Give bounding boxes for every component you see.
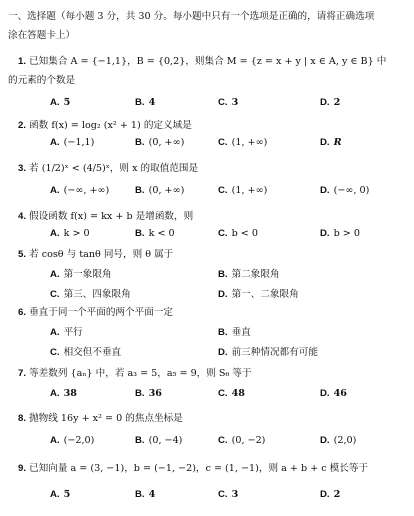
question-7-stem-text: 等差数列 {aₙ} 中，若 a₃ = 5，a₅ = 9，则 S₆ 等于 (29, 368, 252, 379)
section-title-line-1: 一、选择题（每小题 3 分，共 30 分。每小题中只有一个选项是正确的，请将正确选项 (8, 11, 375, 22)
question-number: 9. (18, 463, 27, 474)
question-4-stem-text: 假设函数 f(x) = kx + b 是增函数，则 (29, 211, 194, 222)
question-2-option-a[interactable]: A. (−1,1) (50, 137, 95, 148)
question-3-option-c[interactable]: C. (1, +∞) (218, 185, 268, 196)
question-3-option-d[interactable]: D. (−∞, 0) (320, 185, 370, 196)
question-8-option-b[interactable]: B. (0, −4) (135, 435, 183, 446)
question-9-stem (18, 460, 368, 474)
question-8-option-a[interactable]: A. (−2,0) (50, 435, 95, 446)
question-9-stem-text: 已知向量 a = (3, −1)，b = (−1, −2)，c = (1, −1)，则 a + b + c 模长等于 (29, 463, 369, 474)
question-8-option-c[interactable]: C. (0, −2) (218, 435, 266, 446)
question-2-stem-text: 函数 f(x) = log₂ (x² + 1) 的定义域是 (29, 120, 192, 131)
question-7-stem (18, 365, 252, 379)
question-number: 7. (18, 368, 27, 379)
section-title-line-2: 涂在答题卡上） (8, 30, 76, 41)
question-8-option-d[interactable]: D. (2,0) (320, 435, 357, 446)
question-6-option-a[interactable]: A. 平行 (50, 327, 83, 338)
question-4-stem (18, 208, 193, 222)
question-number: 5. (18, 249, 27, 260)
question-9-option-d[interactable]: D. 2 (320, 489, 341, 500)
question-4-option-b[interactable]: B. k < 0 (135, 228, 175, 239)
question-8-stem-text: 抛物线 16y + x² = 0 的焦点坐标是 (29, 413, 183, 424)
question-5-option-d[interactable]: D. 第一、二象限角 (218, 289, 299, 300)
question-5-option-b[interactable]: B. 第二象限角 (218, 269, 280, 280)
question-4-option-a[interactable]: A. k > 0 (50, 228, 90, 239)
question-1-stem (18, 53, 386, 67)
question-7-option-b[interactable]: B. 36 (135, 388, 162, 399)
question-2-option-c[interactable]: C. (1, +∞) (218, 137, 268, 148)
question-7-option-d[interactable]: D. 46 (320, 388, 347, 399)
question-6-option-c[interactable]: C. 相交但不垂直 (50, 347, 122, 358)
question-5-option-a[interactable]: A. 第一象限角 (50, 269, 112, 280)
question-4-option-d[interactable]: D. b > 0 (320, 228, 360, 239)
question-3-option-a[interactable]: A. (−∞, +∞) (50, 185, 110, 196)
question-6-stem-text: 垂直于同一个平面的两个平面一定 (29, 307, 173, 318)
question-7-option-a[interactable]: A. 38 (50, 388, 77, 399)
question-4-option-c[interactable]: C. b < 0 (218, 228, 258, 239)
question-6-stem (18, 304, 173, 318)
question-9-option-b[interactable]: B. 4 (135, 489, 156, 500)
question-3-option-b[interactable]: B. (0, +∞) (135, 185, 185, 196)
question-1-option-b[interactable]: B. 4 (135, 97, 156, 108)
question-1-option-c[interactable]: C. 3 (218, 97, 239, 108)
question-number: 3. (18, 163, 27, 174)
question-1-option-d[interactable]: D. 2 (320, 97, 341, 108)
question-3-stem (18, 160, 198, 174)
question-7-option-c[interactable]: C. 48 (218, 388, 245, 399)
question-5-option-c[interactable]: C. 第三、四象限角 (50, 289, 131, 300)
question-3-stem-text: 若 (1/2)ˣ < (4/5)ˣ，则 x 的取值范围是 (29, 163, 199, 174)
question-2-stem (18, 117, 192, 131)
question-1-option-a[interactable]: A. 5 (50, 97, 71, 108)
question-6-option-b[interactable]: B. 垂直 (218, 327, 251, 338)
question-5-stem (18, 246, 173, 260)
question-number: 4. (18, 211, 27, 222)
question-9-option-a[interactable]: A. 5 (50, 489, 71, 500)
question-6-option-d[interactable]: D. 前三种情况都有可能 (218, 347, 318, 358)
question-1-stem-line-1: 已知集合 A = {−1,1}，B = {0,2}，则集合 M = {z = x + y | x ∈ A, y ∈ B} 中 (29, 56, 387, 67)
question-number: 1. (18, 56, 27, 67)
question-number: 2. (18, 120, 27, 131)
question-2-option-b[interactable]: B. (0, +∞) (135, 137, 185, 148)
question-number: 6. (18, 307, 27, 318)
question-number: 8. (18, 413, 27, 424)
question-5-stem-text: 若 cosθ 与 tanθ 同号，则 θ 属于 (29, 249, 174, 260)
question-1-stem-line-2: 的元素的个数是 (8, 75, 76, 86)
question-8-stem (18, 410, 183, 424)
question-9-option-c[interactable]: C. 3 (218, 489, 239, 500)
question-2-option-d[interactable]: D. R (320, 137, 342, 148)
